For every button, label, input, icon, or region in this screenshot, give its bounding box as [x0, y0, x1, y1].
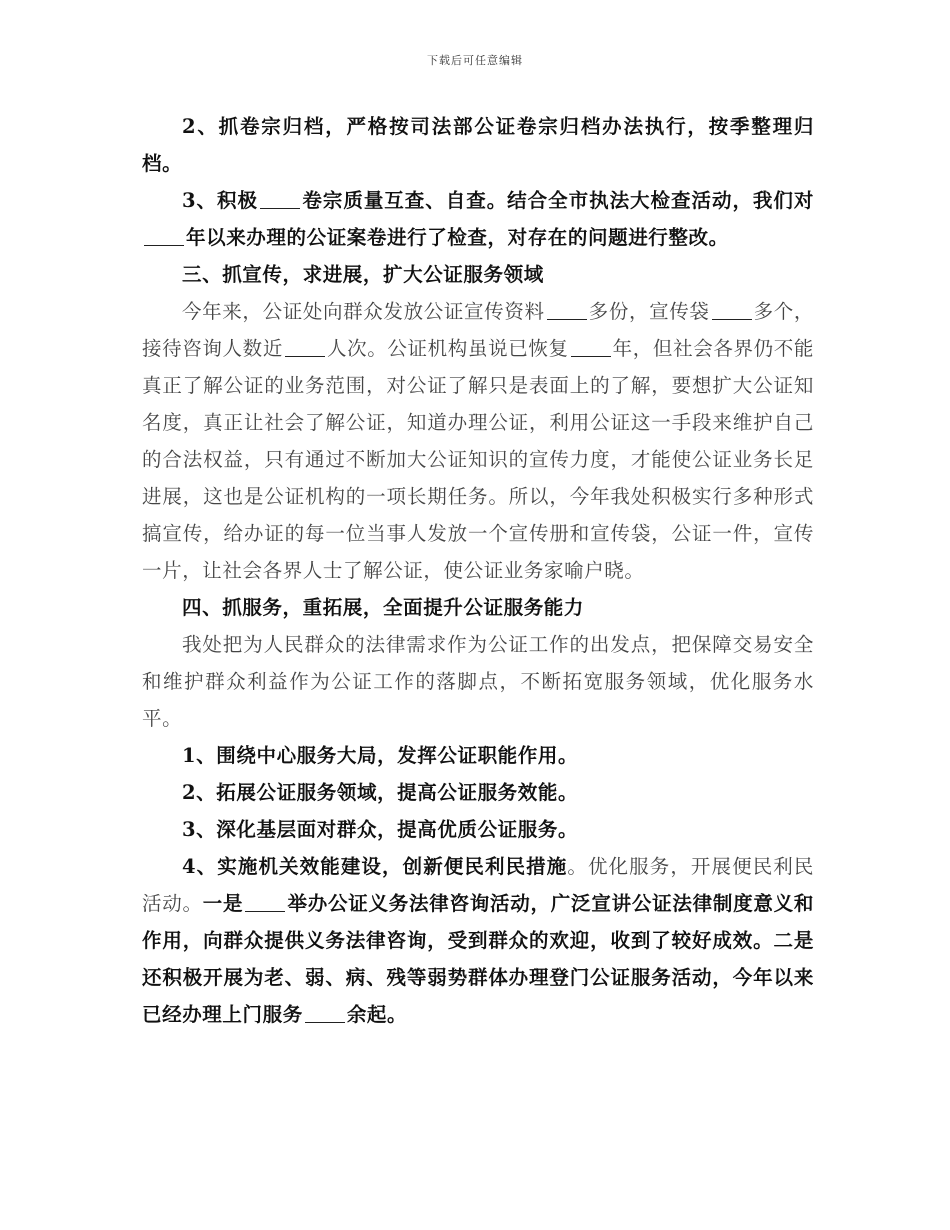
text-segment: 三、抓宣传，求进展，扩大公证服务领域: [182, 263, 544, 286]
fill-in-blank: [285, 338, 325, 357]
paragraph: [142, 848, 814, 1033]
fill-in-blank: [547, 301, 587, 320]
text-segment: 人次。公证机构虽说已恢复: [326, 337, 569, 360]
text-segment: 2、拓展公证服务领域，提高公证服务效能。: [182, 781, 579, 804]
text-segment: 一是: [202, 892, 244, 915]
text-segment: 多份，宣传袋: [588, 300, 710, 323]
paragraph: [142, 589, 814, 626]
text-segment: 多个，接待咨询人数近: [142, 300, 814, 360]
text-segment: 2、抓卷宗归档，严格按司法部公证卷宗归档办法执行，按季整理归档。: [142, 115, 814, 175]
text-segment: 今年来，公证处向群众发放公证宣传资料: [182, 300, 545, 323]
text-segment: 1、围绕中心服务大局，发挥公证职能作用。: [182, 744, 579, 767]
paragraph: [142, 737, 814, 774]
paragraph: [142, 626, 814, 737]
text-segment: 年，但社会各界仍不能真正了解公证的业务范围，对公证了解只是表面上的了解，要想扩大公证知名度，真正让社会了解公证，知道办理公证，利用公证这一手段来维护自己的合法权益，只有通过不断加大公证知识的宣传力度，才能使公证业务长足进展，这也是公证机构的一项长期任务。所以，今年我处积极实行多种形式搞宣传，给办证的每一位当事人发放一个宣传册和宣传袋，公证一件，宣传一片，让社会各界人士了解公证，使公证业务家喻户晓。: [142, 337, 814, 582]
fill-in-blank: [245, 893, 285, 912]
text-segment: 余起。: [346, 1003, 408, 1026]
text-segment: 3、深化基层面对群众，提高优质公证服务。: [182, 818, 579, 841]
fill-in-blank: [305, 1004, 345, 1023]
paragraph: [142, 811, 814, 848]
fill-in-blank: [571, 338, 611, 357]
text-segment: 。优化服务，开展便民利民活动。: [142, 855, 814, 915]
fill-in-blank: [260, 190, 300, 209]
paragraph: [142, 256, 814, 293]
text-segment: 年以来办理的公证案卷进行了检查，对存在的问题进行整改。: [186, 226, 729, 249]
fill-in-blank: [712, 301, 752, 320]
paragraph: [142, 108, 814, 182]
fill-in-blank: [144, 227, 184, 246]
text-segment: 我处把为人民群众的法律需求作为公证工作的出发点，把保障交易安全和维护群众利益作为公证工作的落脚点，不断拓宽服务领域，优化服务水平。: [142, 633, 814, 730]
paragraph: [142, 293, 814, 589]
page-header: 下载后可任意编辑: [427, 54, 523, 67]
text-segment: 3、积极: [182, 189, 258, 212]
text-segment: 举办公证义务法律咨询活动，广泛宣讲公证法律制度意义和作用，向群众提供义务法律咨询，受到群众的欢迎，收到了较好成效。二是还积极开展为老、弱、病、残等弱势群体办理登门公证服务活动，今年以来已经办理上门服务: [142, 892, 814, 1026]
text-segment: 4、实施机关效能建设，创新便民利民措施: [182, 855, 568, 878]
paragraph: [142, 774, 814, 811]
document-body: [142, 108, 814, 1033]
text-segment: 四、抓服务，重拓展，全面提升公证服务能力: [182, 596, 585, 619]
text-segment: 卷宗质量互查、自查。结合全市执法大检查活动，我们对: [302, 189, 814, 212]
paragraph: [142, 182, 814, 256]
